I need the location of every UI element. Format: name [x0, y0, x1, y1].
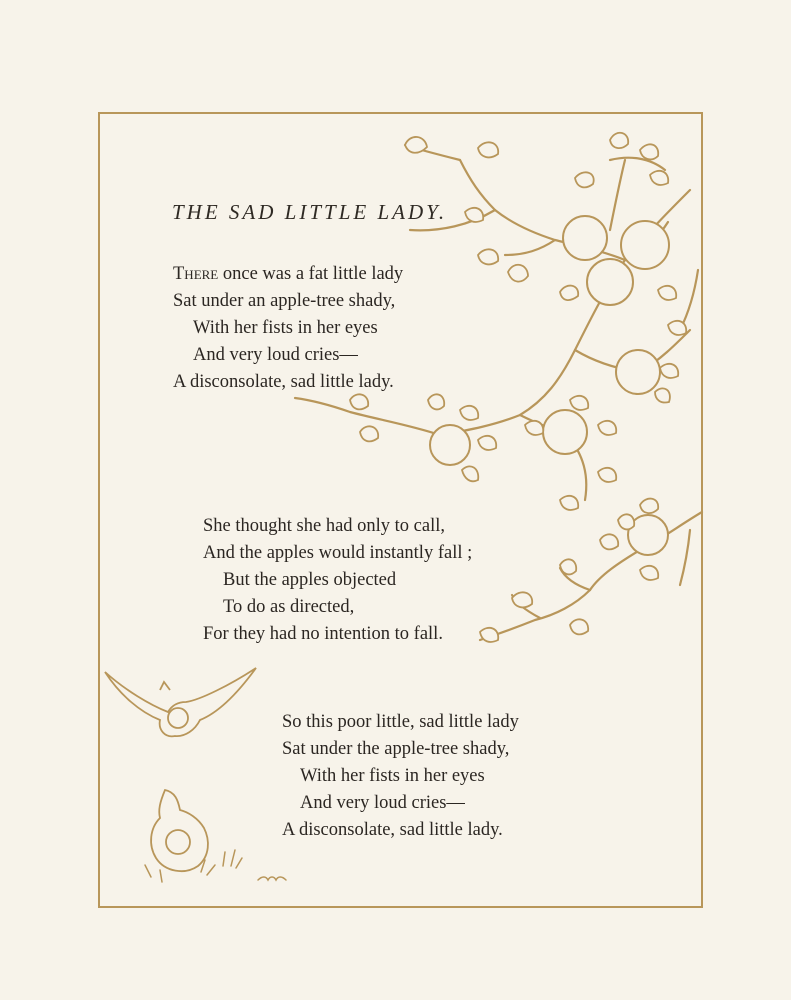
poem-line: She thought she had only to call,	[203, 516, 446, 536]
poem-line: There once was a fat little lady	[173, 264, 404, 284]
poem-line: For they had no intention to fall.	[203, 624, 443, 644]
stanza-3	[282, 709, 519, 844]
poem-line: And very loud cries—	[300, 793, 465, 813]
poem-line: So this poor little, sad little lady	[282, 712, 519, 732]
poem-line: And the apples would instantly fall ;	[203, 543, 473, 563]
poem-line: And very loud cries—	[193, 345, 358, 365]
stanza-1	[173, 261, 403, 396]
poem-line: Sat under an apple-tree shady,	[173, 291, 396, 311]
poem-line: A disconsolate, sad little lady.	[173, 372, 394, 392]
drop-word: There	[173, 264, 219, 284]
stanza-2	[203, 513, 472, 648]
poem-line: With her fists in her eyes	[193, 318, 378, 338]
poem-line: Sat under the apple-tree shady,	[282, 739, 510, 759]
poem-line: But the apples objected	[223, 570, 397, 590]
poem-line: A disconsolate, sad little lady.	[282, 820, 503, 840]
poem-line: To do as directed,	[223, 597, 355, 617]
poem-title: THE SAD LITTLE LADY.	[172, 200, 448, 224]
poem-line: With her fists in her eyes	[300, 766, 485, 786]
